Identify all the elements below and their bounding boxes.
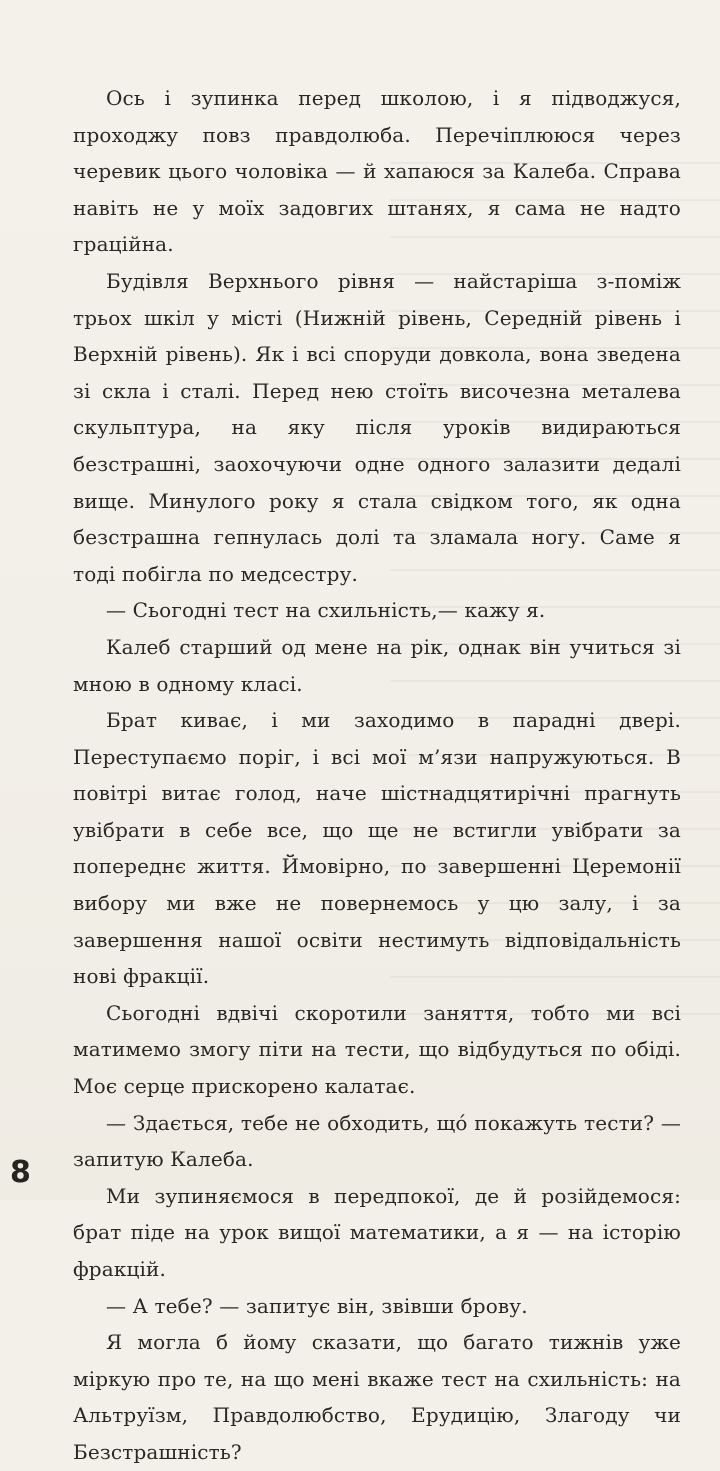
page-number: 8 <box>10 1155 31 1190</box>
paragraph: — Здається, тебе не обходить, щó покажуть тести? — запитую Калеба. <box>73 1110 681 1172</box>
paragraph: Брат киває, і ми заходимо в парадні двері. Переступаємо поріг, і всі мої м’язи напружуються. В повітрі витає голод, наче шістнадцятирічні прагнуть увібрати в себе все, що ще не встигли увібрати за попереднє життя. Ймовірно, по завершенні Церемонії вибору ми вже не повернемось у цю залу, і за завершення нашої освіти нестимуть відповідальність нові фракції. <box>73 708 681 989</box>
paragraph: — Сьогодні тест на схильність,— кажу я. <box>106 598 546 623</box>
paragraph: Я могла б йому сказати, що багато тижнів уже міркую про те, на що мені вкаже тест на схильність: на Альтруїзм, Правдолюбство, Ерудицію, Злагоду чи Безстрашність? <box>73 1330 681 1464</box>
paragraph: Ось і зупинка перед школою, і я підводжуся, проходжу повз правдолюба. Перечіплююся через черевик цього чоловіка — й хапаюся за Калеба. Справа навіть не у моїх задовгих штанях, я сама не надто граційна. <box>73 86 681 257</box>
body-text <box>73 80 681 1471</box>
paragraph: Ми зупиняємося в передпокої, де й розійдемося: брат піде на урок вищої математики, а я — на історію фракцій. <box>73 1183 681 1281</box>
paragraph: Будівля Верхнього рівня — найстаріша з-поміж трьох шкіл у місті (Нижній рівень, Середній рівень і Верхній рівень). Як і всі споруди довкола, вона зведена зі скла і сталі. Перед нею стоїть височезна металева скульптура, на яку після уроків видираються безстрашні, заохочуючи одне одного залазити дедалі вище. Минулого року я стала свідком того, як одна безстрашна гепнулась долі та зламала ногу. Саме я тоді побігла по медсестру. <box>73 268 681 586</box>
paragraph: — А тебе? — запитує він, звівши брову. <box>106 1293 528 1318</box>
paragraph: Калеб старший од мене на рік, однак він учиться зі мною в одному класі. <box>73 634 681 696</box>
paragraph: Сьогодні вдвічі скоротили заняття, тобто ми всі матимемо змогу піти на тести, що відбудуться по обіді. Моє серце прискорено калатає. <box>73 1000 681 1099</box>
